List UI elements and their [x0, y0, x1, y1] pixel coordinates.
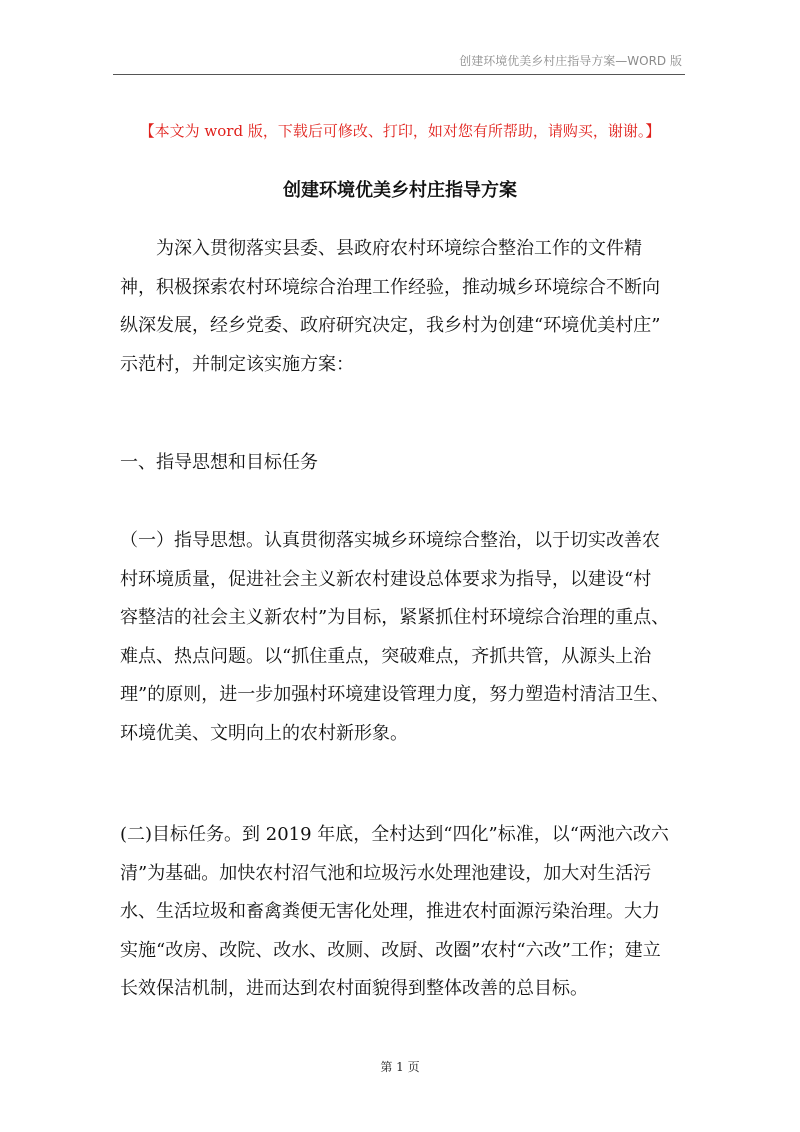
intro-paragraph — [120, 230, 686, 384]
paragraph-line: 环境优美、文明向上的农村新形象。 — [120, 722, 408, 744]
paragraph-line: 理”的原则，进一步加强村环境建设管理力度，努力塑造村清洁卫生、 — [120, 684, 670, 705]
document-title: 创建环境优美乡村庄指导方案 — [283, 180, 517, 201]
paragraph-line: 为深入贯彻落实县委、县政府农村环境综合整治工作的文件精 — [120, 238, 642, 259]
paragraph-line: 实施“改房、改院、改水、改厕、改厨、改圈”农村“六改”工作；建立 — [120, 939, 661, 961]
paragraph-line: 长效保洁机制，进而达到农村面貌得到整体改善的总目标。 — [120, 978, 588, 999]
section-heading: 一、指导思想和目标任务 — [120, 452, 318, 473]
paragraph-line: 村环境质量，促进社会主义新农村建设总体要求为指导，以建设“村 — [120, 568, 652, 590]
paragraph-line: 示范村，并制定该实施方案： — [120, 353, 354, 375]
running-header-title: 创建环境优美乡村庄指导方案—WORD 版 — [459, 54, 682, 68]
target-tasks-paragraph — [120, 816, 686, 1009]
paragraph-line: 难点、热点问题。以“抓住重点，突破难点，齐抓共管，从源头上治 — [120, 645, 652, 667]
paragraph-line: 水、生活垃圾和畜禽粪便无害化处理，推进农村面源污染治理。大力 — [120, 901, 660, 922]
paragraph-line: 清”为基础。加快农村沼气池和垃圾污水处理池建设，加大对生活污 — [120, 862, 652, 884]
paragraph-line: 神，积极探索农村环境综合治理工作经验，推动城乡环境综合不断向 — [120, 276, 660, 298]
purchase-notice: 【本文为 word 版，下载后可修改、打印，如对您有所帮助，请购买，谢谢。】 — [139, 122, 661, 140]
header-divider — [113, 74, 685, 75]
paragraph-line: 容整洁的社会主义新农村”为目标，紧紧抓住村环境综合治理的重点、 — [120, 607, 670, 628]
page-number: 第 1 页 — [380, 1060, 420, 1074]
paragraph-line: (二)目标任务。到 2019 年底，全村达到“四化”标准，以“两池六改六 — [120, 824, 669, 845]
paragraph-line: （一）指导思想。认真贯彻落实城乡环境综合整治，以于切实改善农 — [120, 530, 660, 551]
paragraph-line: 纵深发展，经乡党委、政府研究决定，我乡村为创建“环境优美村庄” — [120, 315, 661, 336]
guiding-thought-paragraph — [120, 522, 686, 753]
